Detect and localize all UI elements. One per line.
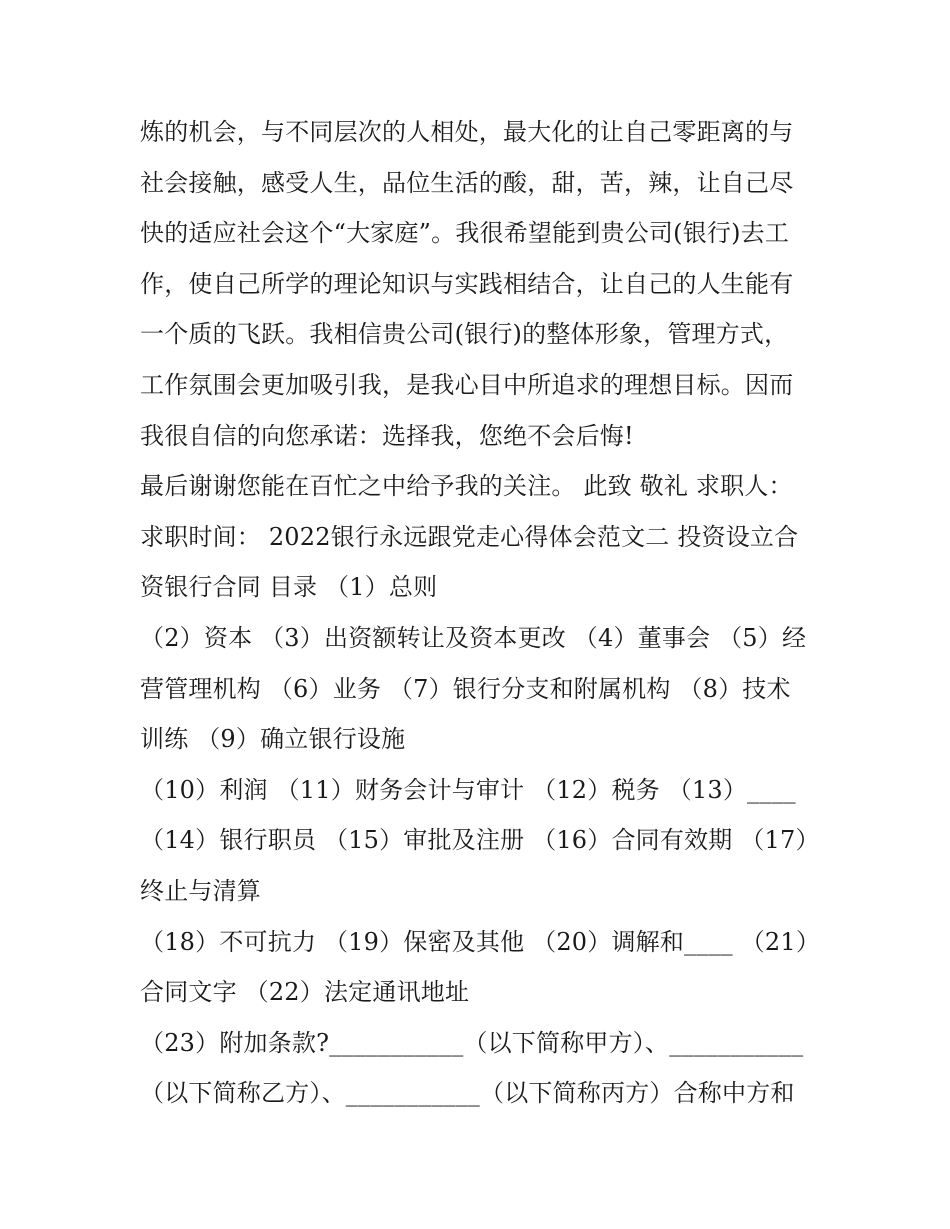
text-line: （14）银行职员 （15）审批及注册 （16）合同有效期 （17） <box>140 826 820 855</box>
text-line: 求职时间： 2022银行永远跟党走心得体会范文二 投资设立合 <box>140 522 799 551</box>
text-line: 工作氛围会更加吸引我，是我心目中所追求的理想目标。因而 <box>140 370 794 399</box>
text-line: 合同文字 （22）法定通讯地址 <box>140 978 470 1007</box>
body-text <box>140 107 820 1119</box>
text-line: 炼的机会，与不同层次的人相处，最大化的让自己零距离的与 <box>140 118 794 146</box>
text-line: （以下简称乙方）、___________（以下简称丙方）合称中方和 <box>140 1079 795 1108</box>
text-line: （10）利润 （11）财务会计与审计 （12）税务 （13）____ <box>140 775 796 804</box>
text-line: 终止与清算 <box>140 876 261 905</box>
text-line: 一个质的飞跃。我相信贵公司(银行)的整体形象，管理方式， <box>140 320 789 349</box>
text-line: 我很自信的向您承诺：选择我，您绝不会后悔! <box>140 421 634 450</box>
text-line: （2）资本 （3）出资额转让及资本更改 （4）董事会 （5）经 <box>140 623 807 652</box>
text-line: 营管理机构 （6）业务 （7）银行分支和附属机构 （8）技术 <box>140 674 791 703</box>
text-line: 资银行合同 目录 （1）总则 <box>140 573 438 602</box>
text-line: 作，使自己所学的理论知识与实践相结合，让自己的人生能有 <box>140 269 794 298</box>
text-line: 训练 （9）确立银行设施 <box>140 725 406 754</box>
text-line: 最后谢谢您能在百忙之中给予我的关注。 此致 敬礼 求职人： <box>140 472 793 501</box>
text-line: （18）不可抗力 （19）保密及其他 （20）调解和____ （21） <box>140 927 821 956</box>
text-line: （23）附加条款?___________（以下简称甲方）、___________ <box>140 1028 804 1057</box>
text-line: 快的适应社会这个“大家庭”。我很希望能到贵公司(银行)去工 <box>140 219 790 248</box>
text-line: 社会接触，感受人生，品位生活的酸，甜，苦，辣，让自己尽 <box>140 168 794 197</box>
